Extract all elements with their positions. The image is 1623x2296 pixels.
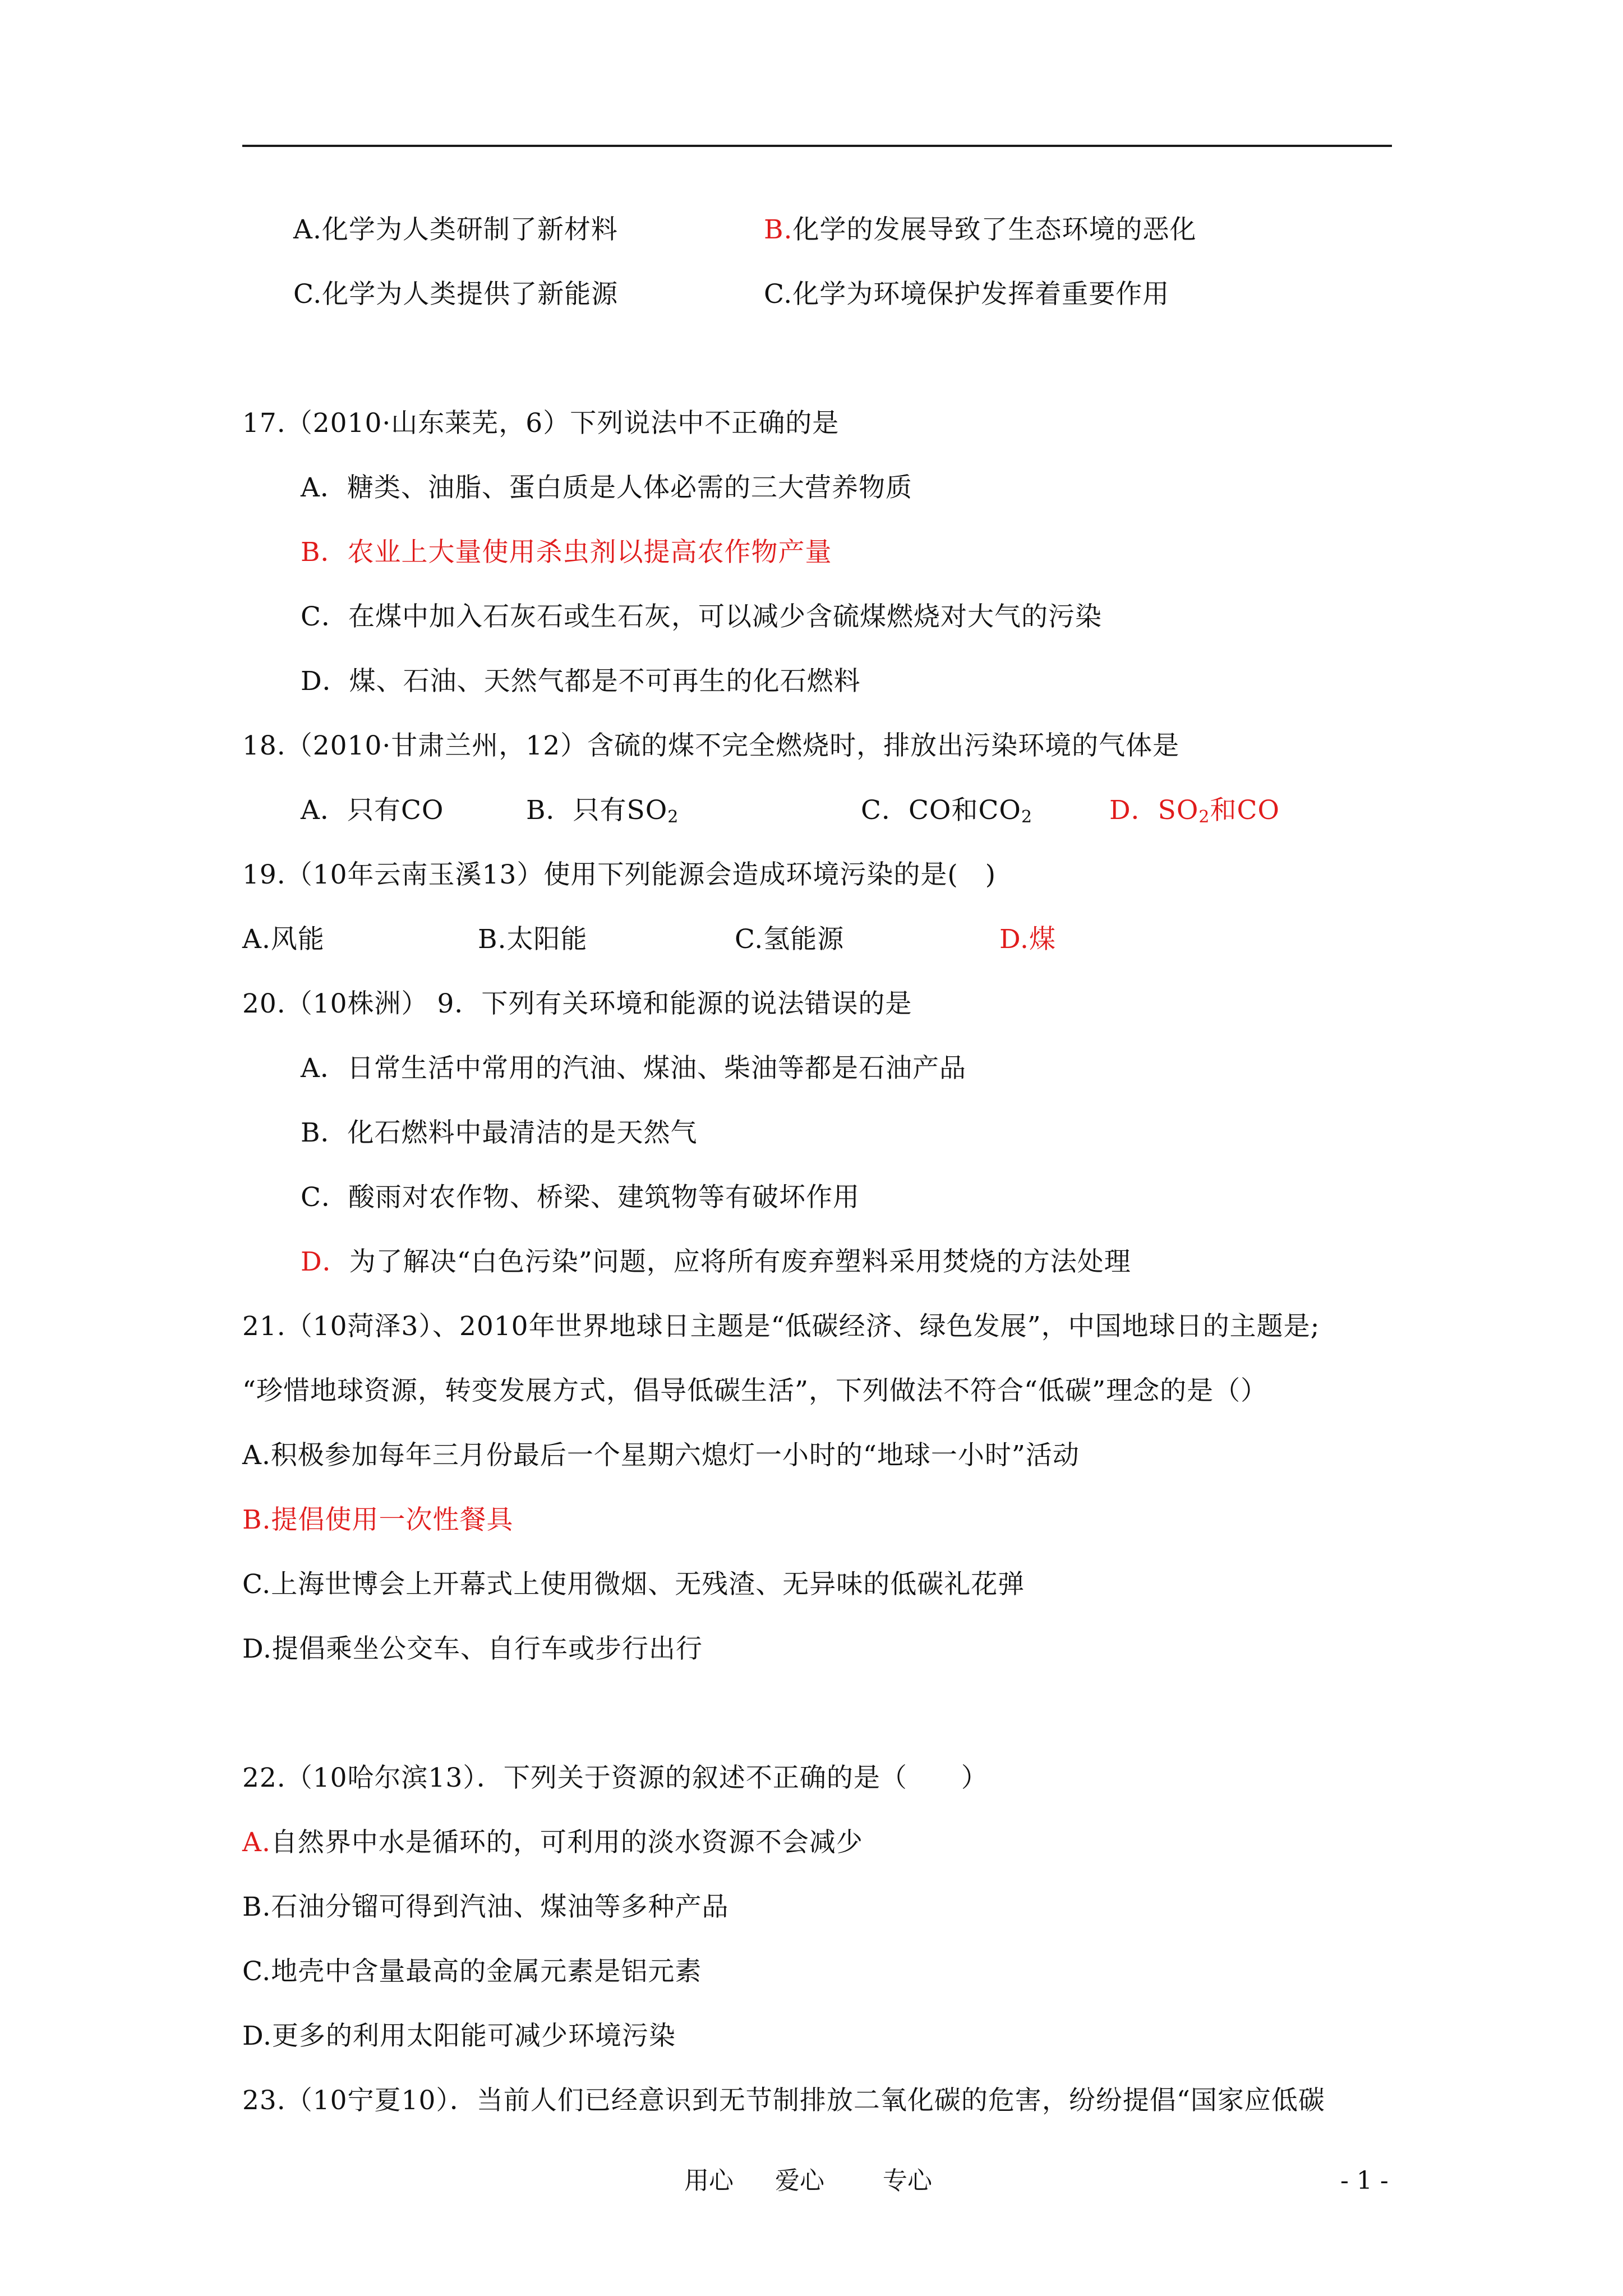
- q18-option-b-subscript: 2: [667, 807, 679, 827]
- q18-option-c-subscript: 2: [1021, 807, 1033, 827]
- q21-option-c: C.上海世博会上开幕式上使用微烟、无残渣、无异味的低碳礼花弹: [242, 1569, 1025, 1600]
- header-rule: [242, 145, 1392, 147]
- q16-option-b-letter: B.: [764, 214, 793, 245]
- q22-option-b: B.石油分镏可得到汽油、煤油等多种产品: [242, 1892, 729, 1922]
- q18-option-b: [526, 794, 679, 827]
- page-number: - 1 -: [1340, 2166, 1389, 2195]
- q20-option-d-letter: D．: [301, 1246, 349, 1277]
- q18-option-d-text-end: 和CO: [1210, 795, 1280, 826]
- q18-option-c: [861, 794, 1032, 827]
- q22-stem: 22.（10哈尔滨13）．下列关于资源的叙述不正确的是（ ）: [242, 1763, 988, 1793]
- footer-motto-1: 用心: [684, 2166, 734, 2195]
- q22-option-a: [242, 1826, 863, 1860]
- q16-option-c: C.化学为人类提供了新能源: [293, 279, 619, 310]
- q17-option-d: D．煤、石油、天然气都是不可再生的化石燃料: [301, 666, 861, 697]
- q21-option-d: D.提倡乘坐公交车、自行车或步行出行: [242, 1634, 703, 1664]
- footer-motto-3: 专心: [883, 2166, 932, 2195]
- q19-option-b: B.太阳能: [478, 924, 588, 955]
- q20-option-d: [301, 1245, 1131, 1279]
- q17-option-c: C．在煤中加入石灰石或生石灰，可以减少含硫煤燃烧对大气的污染: [301, 601, 1102, 632]
- q22-option-a-letter: A.: [242, 1827, 271, 1858]
- q19-stem: 19.（10年云南玉溪13）使用下列能源会造成环境污染的是( ): [242, 859, 997, 890]
- q23-stem: 23.（10宁夏10）．当前人们已经意识到无节制排放二氧化碳的危害，纷纷提倡“国家应低碳: [242, 2085, 1325, 2116]
- q22-option-d: D.更多的利用太阳能可减少环境污染: [242, 2021, 676, 2051]
- q21-option-a: A.积极参加每年三月份最后一个星期六熄灯一小时的“地球一小时”活动: [242, 1440, 1080, 1471]
- footer-motto: [684, 2165, 932, 2197]
- q18-option-a: A．只有CO: [301, 795, 444, 826]
- q20-option-c: C．酸雨对农作物、桥梁、建筑物等有破坏作用: [301, 1182, 860, 1213]
- q19-option-a: A.风能: [242, 924, 325, 955]
- q18-option-d-text: D．SO: [1109, 795, 1199, 826]
- q18-option-d-subscript: 2: [1198, 807, 1210, 827]
- q20-stem: 20.（10株洲） 9．下列有关环境和能源的说法错误的是: [242, 988, 912, 1019]
- footer-motto-2: 爱心: [775, 2166, 824, 2195]
- q20-option-d-text: 为了解决“白色污染”问题，应将所有废弃塑料采用焚烧的方法处理: [349, 1246, 1131, 1277]
- q21-stem-line-1: 21.（10菏泽3）、2010年世界地球日主题是“低碳经济、绿色发展”，中国地球日的主题是;: [242, 1311, 1320, 1342]
- q19-option-c: C.氢能源: [735, 924, 845, 955]
- q20-option-b: B．化石燃料中最清洁的是天然气: [301, 1117, 698, 1148]
- q20-option-a: A．日常生活中常用的汽油、煤油、柴油等都是石油产品: [301, 1053, 966, 1084]
- q22-option-c: C.地壳中含量最高的金属元素是铝元素: [242, 1956, 702, 1987]
- q16-option-b-text: 化学的发展导致了生态环境的恶化: [792, 214, 1197, 245]
- q22-option-a-text: 自然界中水是循环的，可利用的淡水资源不会减少: [270, 1827, 863, 1858]
- q16-option-a: A.化学为人类研制了新材料: [293, 214, 618, 245]
- q18-option-c-text: C．CO和CO: [861, 795, 1021, 826]
- q18-stem: 18.（2010·甘肃兰州，12）含硫的煤不完全燃烧时，排放出污染环境的气体是: [242, 730, 1180, 761]
- q18-option-b-text: B．只有SO: [526, 795, 668, 826]
- q17-option-b: B．农业上大量使用杀虫剂以提高农作物产量: [301, 537, 832, 568]
- q18-option-d: [1109, 794, 1280, 827]
- q17-option-a: A．糖类、油脂、蛋白质是人体必需的三大营养物质: [301, 472, 912, 503]
- q21-stem-line-2: “珍惜地球资源，转变发展方式，倡导低碳生活”，下列做法不符合“低碳”理念的是（）: [242, 1375, 1268, 1406]
- q17-stem: 17.（2010·山东莱芜，6）下列说法中不正确的是: [242, 408, 840, 439]
- q19-option-d: D.煤: [999, 924, 1056, 955]
- q16-option-b: [764, 213, 1196, 247]
- q16-option-d: C.化学为环境保护发挥着重要作用: [764, 279, 1170, 310]
- q21-option-b: B.提倡使用一次性餐具: [242, 1504, 514, 1535]
